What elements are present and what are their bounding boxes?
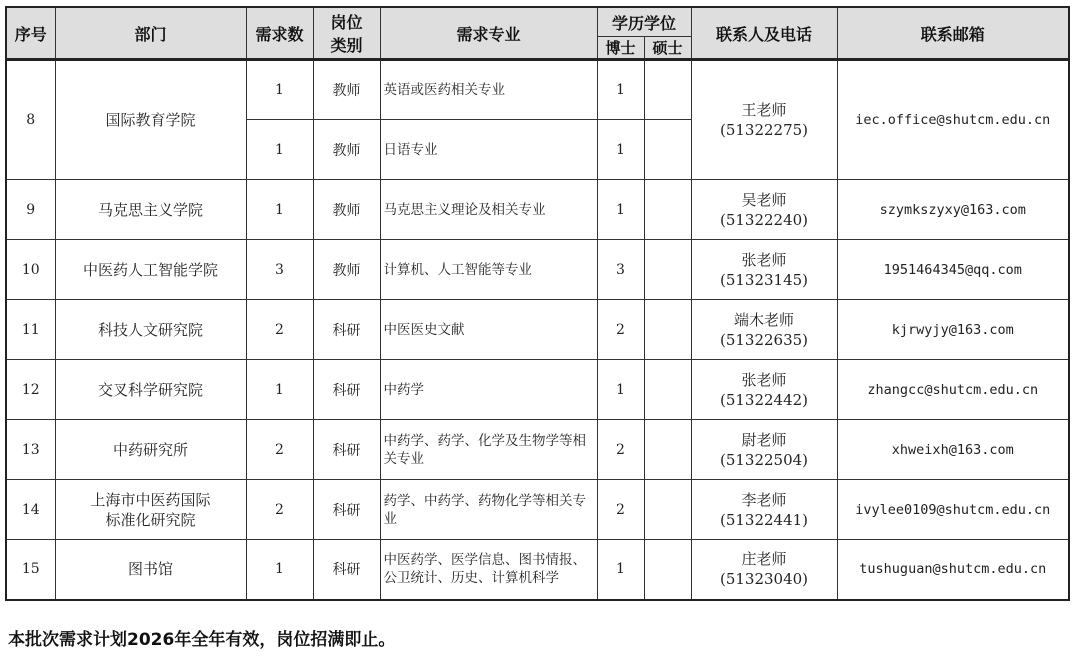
cell-dept: 中药研究所 [55,420,246,480]
cell-phd: 2 [597,300,644,360]
header-post-type-line2: 类别 [330,36,363,55]
cell-dept [55,480,246,540]
cell-demand: 1 [246,180,313,240]
cell-major: 计算机、人工智能等专业 [380,240,597,300]
contact-phone: (51322504) [719,450,809,469]
cell-major: 日语专业 [380,120,597,180]
contact-phone: (51322275) [719,121,809,139]
contact-name: 端木老师 [734,310,795,329]
cell-master [644,540,691,600]
cell-major: 中医医史文献 [380,300,597,360]
contact-phone: (51322635) [719,330,809,349]
header-seq: 序号 [6,7,55,60]
recruitment-table [5,6,1070,601]
cell-type: 教师 [313,240,380,300]
contact-phone: (51322442) [719,390,809,409]
contact-phone: (51322240) [719,210,809,229]
cell-type: 科研 [313,420,380,480]
cell-email: zhangcc@shutcm.edu.cn [837,360,1069,420]
table-row [6,420,1069,480]
table-row [6,540,1069,600]
cell-email: ivylee0109@shutcm.edu.cn [837,480,1069,540]
contact-name: 张老师 [741,250,787,269]
table-row [6,180,1069,240]
cell-contact [691,240,837,300]
cell-phd: 2 [597,480,644,540]
cell-dept: 中医药人工智能学院 [55,240,246,300]
cell-master [644,300,691,360]
cell-email: iec.office@shutcm.edu.cn [837,60,1069,180]
cell-dept: 交叉科学研究院 [55,360,246,420]
cell-contact [691,420,837,480]
header-post-type [313,7,380,60]
header-degree: 学历学位 [597,7,691,37]
cell-dept: 国际教育学院 [55,60,246,180]
cell-type: 科研 [313,480,380,540]
cell-type: 科研 [313,540,380,600]
cell-major: 中医药学、医学信息、图书情报、公卫统计、历史、计算机科学 [380,540,597,600]
cell-major: 药学、中药学、药物化学等相关专业 [380,480,597,540]
header-email: 联系邮箱 [837,7,1069,60]
cell-seq: 14 [6,480,55,540]
cell-contact [691,60,837,180]
contact-name: 尉老师 [741,430,787,449]
cell-email: kjrwyjy@163.com [837,300,1069,360]
cell-demand: 2 [246,480,313,540]
cell-demand: 1 [246,360,313,420]
contact-name: 王老师 [741,101,787,119]
cell-demand: 3 [246,240,313,300]
cell-email: xhweixh@163.com [837,420,1069,480]
cell-email: tushuguan@shutcm.edu.cn [837,540,1069,600]
cell-type: 科研 [313,360,380,420]
cell-demand: 1 [246,120,313,180]
cell-contact [691,480,837,540]
table-row [6,480,1069,540]
cell-phd: 3 [597,240,644,300]
header-master: 硕士 [644,37,691,60]
cell-dept: 马克思主义学院 [55,180,246,240]
validity-note: 本批次需求计划2026年全年有效，岗位招满即止。 [8,630,396,650]
cell-master [644,240,691,300]
dept-line2: 标准化研究院 [105,510,196,529]
cell-demand: 2 [246,300,313,360]
table-row [6,360,1069,420]
cell-contact [691,540,837,600]
cell-dept: 科技人文研究院 [55,300,246,360]
cell-master [644,360,691,420]
header-major: 需求专业 [380,7,597,60]
cell-phd: 1 [597,60,644,120]
contact-phone: (51323040) [719,570,809,589]
table-row [6,240,1069,300]
cell-major: 中药学、药学、化学及生物学等相关专业 [380,420,597,480]
cell-demand: 1 [246,540,313,600]
cell-type: 教师 [313,60,380,120]
table-row [6,300,1069,360]
contact-name: 庄老师 [741,550,787,569]
cell-master [644,480,691,540]
cell-type: 教师 [313,120,380,180]
cell-seq: 8 [6,60,55,180]
cell-email: 1951464345@qq.com [837,240,1069,300]
cell-phd: 1 [597,360,644,420]
cell-seq: 12 [6,360,55,420]
contact-name: 张老师 [741,370,787,389]
cell-seq: 13 [6,420,55,480]
cell-seq: 9 [6,180,55,240]
cell-phd: 2 [597,420,644,480]
header-phd: 博士 [597,37,644,60]
cell-type: 教师 [313,180,380,240]
contact-phone: (51323145) [719,270,809,289]
cell-master [644,60,691,120]
cell-contact [691,300,837,360]
cell-demand: 2 [246,420,313,480]
header-dept: 部门 [55,7,246,60]
header-post-type-line1: 岗位 [330,13,363,32]
cell-seq: 10 [6,240,55,300]
cell-phd: 1 [597,540,644,600]
cell-email: szymkszyxy@163.com [837,180,1069,240]
cell-master [644,420,691,480]
cell-major: 中药学 [380,360,597,420]
cell-master [644,120,691,180]
cell-phd: 1 [597,180,644,240]
table-row [6,60,1069,120]
cell-phd: 1 [597,120,644,180]
cell-contact [691,180,837,240]
cell-seq: 11 [6,300,55,360]
cell-demand: 1 [246,60,313,120]
contact-name: 李老师 [741,490,787,509]
contact-name: 吴老师 [741,190,787,209]
cell-seq: 15 [6,540,55,600]
contact-phone: (51322441) [719,510,809,529]
cell-major: 马克思主义理论及相关专业 [380,180,597,240]
cell-contact [691,360,837,420]
cell-dept: 图书馆 [55,540,246,600]
header-contact: 联系人及电话 [691,7,837,60]
header-demand: 需求数 [246,7,313,60]
cell-major: 英语或医药相关专业 [380,60,597,120]
cell-type: 科研 [313,300,380,360]
cell-master [644,180,691,240]
dept-line1: 上海市中医药国际 [90,490,211,509]
